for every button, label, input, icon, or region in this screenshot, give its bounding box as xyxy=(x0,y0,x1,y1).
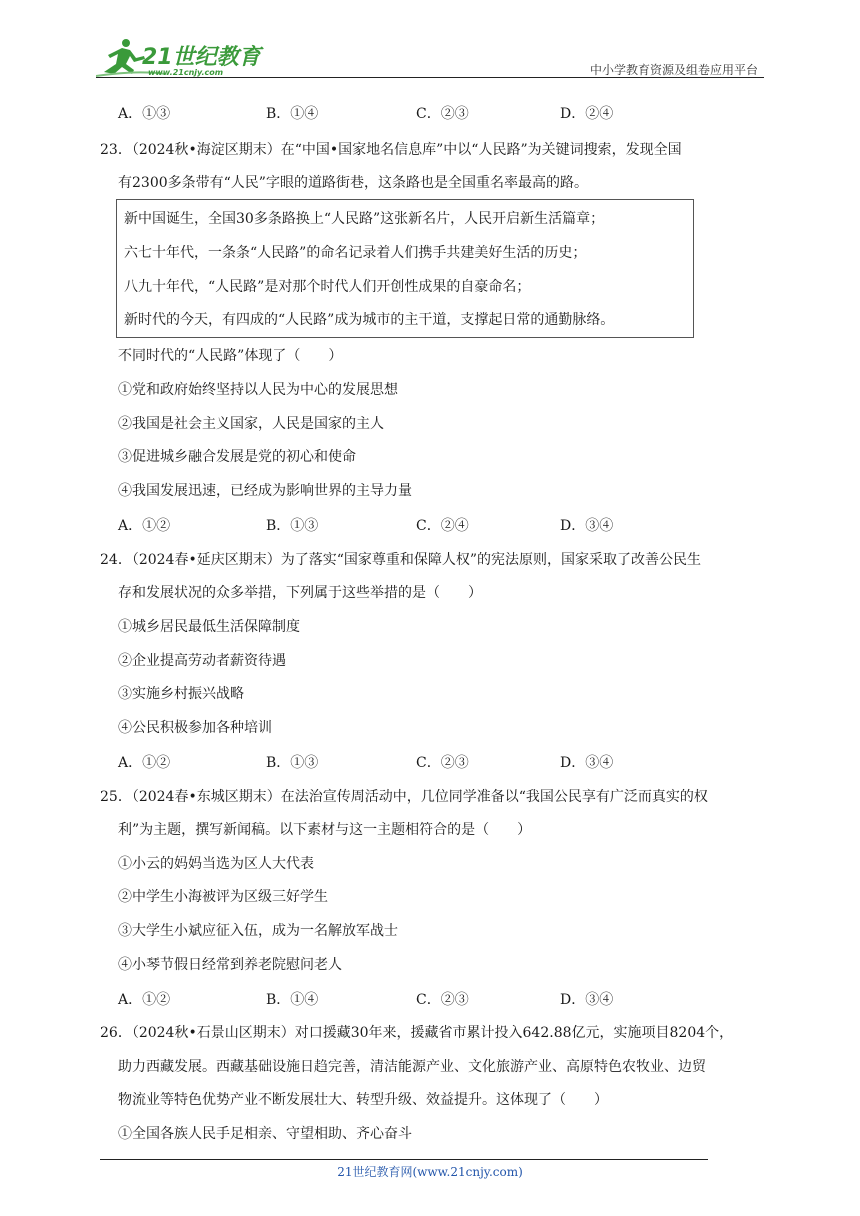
option-a[interactable]: A．①② xyxy=(118,755,171,771)
question-24-line-1: 24．（2024春•延庆区期末）为了落实“国家尊重和保障人权”的宪法原则，国家采取了改善公民生 xyxy=(100,552,702,568)
option-d[interactable]: D．②④ xyxy=(560,106,614,122)
statement-item: ④公民积极参加各种培训 xyxy=(118,720,272,736)
statement-item: ②我国是社会主义国家，人民是国家的主人 xyxy=(118,416,384,432)
page-header xyxy=(96,36,764,80)
logo-icon xyxy=(96,36,266,80)
question-25-line-1: 25．（2024春•东城区期末）在法治宣传周活动中，几位同学准备以“我国公民享有广泛而真实的权 xyxy=(100,789,708,805)
question-stem: 不同时代的“人民路”体现了（ ） xyxy=(118,348,343,364)
option-b[interactable]: B．①④ xyxy=(266,992,319,1008)
svg-text:www.21cnjy.com: www.21cnjy.com xyxy=(148,68,224,77)
statement-item: ①小云的妈妈当选为区人大代表 xyxy=(118,856,314,872)
option-c[interactable]: C．②③ xyxy=(416,992,469,1008)
statement-item: ③大学生小斌应征入伍，成为一名解放军战士 xyxy=(118,923,398,939)
question-24-options xyxy=(118,753,718,773)
statement-item: ①城乡居民最低生活保障制度 xyxy=(118,619,300,635)
question-24-line-2: 存和发展状况的众多举措，下列属于这些举措的是（ ） xyxy=(118,585,482,601)
question-26-line-3: 物流业等特色优势产业不断发展壮大、转型升级、效益提升。这体现了（ ） xyxy=(118,1092,608,1108)
statement-item: ③实施乡村振兴战略 xyxy=(118,686,244,702)
option-c[interactable]: C．②④ xyxy=(416,518,469,534)
statement-item: ②企业提高劳动者薪资待遇 xyxy=(118,653,286,669)
question-number: 24． xyxy=(100,552,132,568)
option-b[interactable]: B．①③ xyxy=(266,518,319,534)
prev-question-options xyxy=(118,104,718,124)
option-d[interactable]: D．③④ xyxy=(560,992,614,1008)
question-23-line-1: 23．（2024秋•海淀区期末）在“中国•国家地名信息库”中以“人民路”为关键词搜索，发现全国 xyxy=(100,142,682,158)
option-c[interactable]: C．②③ xyxy=(416,106,469,122)
statement-item: ④我国发展迅速，已经成为影响世界的主导力量 xyxy=(118,483,412,499)
material-line: 八九十年代，“人民路”是对那个时代人们开创性成果的自豪命名； xyxy=(124,279,531,295)
option-b[interactable]: B．①④ xyxy=(266,106,319,122)
option-d[interactable]: D．③④ xyxy=(560,755,614,771)
option-b[interactable]: B．①③ xyxy=(266,755,319,771)
material-line: 新时代的今天，有四成的“人民路”成为城市的主干道，支撑起日常的通勤脉络。 xyxy=(124,312,615,328)
header-divider xyxy=(96,77,764,78)
question-23-line-2: 有2300多条带有“人民”字眼的道路街巷，这条路也是全国重名率最高的路。 xyxy=(118,175,588,191)
question-23-options xyxy=(118,516,718,536)
question-number: 23． xyxy=(100,142,132,158)
question-25-options xyxy=(118,990,718,1010)
question-25-line-2: 利”为主题，撰写新闻稿。以下素材与这一主题相符合的是（ ） xyxy=(118,822,532,838)
option-d[interactable]: D．③④ xyxy=(560,518,614,534)
question-26-line-1: 26．（2024秋•石景山区期末）对口援藏30年来，援藏省市累计投入642.88亿元，实施项目8204个， xyxy=(100,1025,734,1041)
statement-item: ③促进城乡融合发展是党的初心和使命 xyxy=(118,449,356,465)
material-line: 六七十年代，一条条“人民路”的命名记录着人们携手共建美好生活的历史； xyxy=(124,245,587,261)
material-line: 新中国诞生，全国30多条路换上“人民路”这张新名片，人民开启新生活篇章； xyxy=(124,211,605,227)
statement-item: ①全国各族人民手足相亲、守望相助、齐心奋斗 xyxy=(118,1126,412,1142)
option-a[interactable]: A．①② xyxy=(118,518,171,534)
question-26-line-2: 助力西藏发展。西藏基础设施日趋完善，清洁能源产业、文化旅游产业、高原特色农牧业、边贸 xyxy=(118,1059,706,1075)
statement-item: ④小琴节假日经常到养老院慰问老人 xyxy=(118,957,342,973)
question-number: 26． xyxy=(100,1025,132,1041)
footer-divider xyxy=(100,1159,708,1160)
option-a[interactable]: A．①② xyxy=(118,992,171,1008)
question-number: 25． xyxy=(100,789,132,805)
platform-name: 中小学教育资源及组卷应用平台 xyxy=(589,63,758,77)
option-a[interactable]: A．①③ xyxy=(118,106,171,122)
footer-text[interactable]: 21世纪教育网(www.21cnjy.com) xyxy=(337,1165,523,1179)
statement-item: ②中学生小海被评为区级三好学生 xyxy=(118,889,328,905)
material-box xyxy=(116,199,694,338)
statement-item: ①党和政府始终坚持以人民为中心的发展思想 xyxy=(118,382,398,398)
option-c[interactable]: C．②③ xyxy=(416,755,469,771)
svg-text:21世纪教育: 21世纪教育 xyxy=(142,45,261,70)
